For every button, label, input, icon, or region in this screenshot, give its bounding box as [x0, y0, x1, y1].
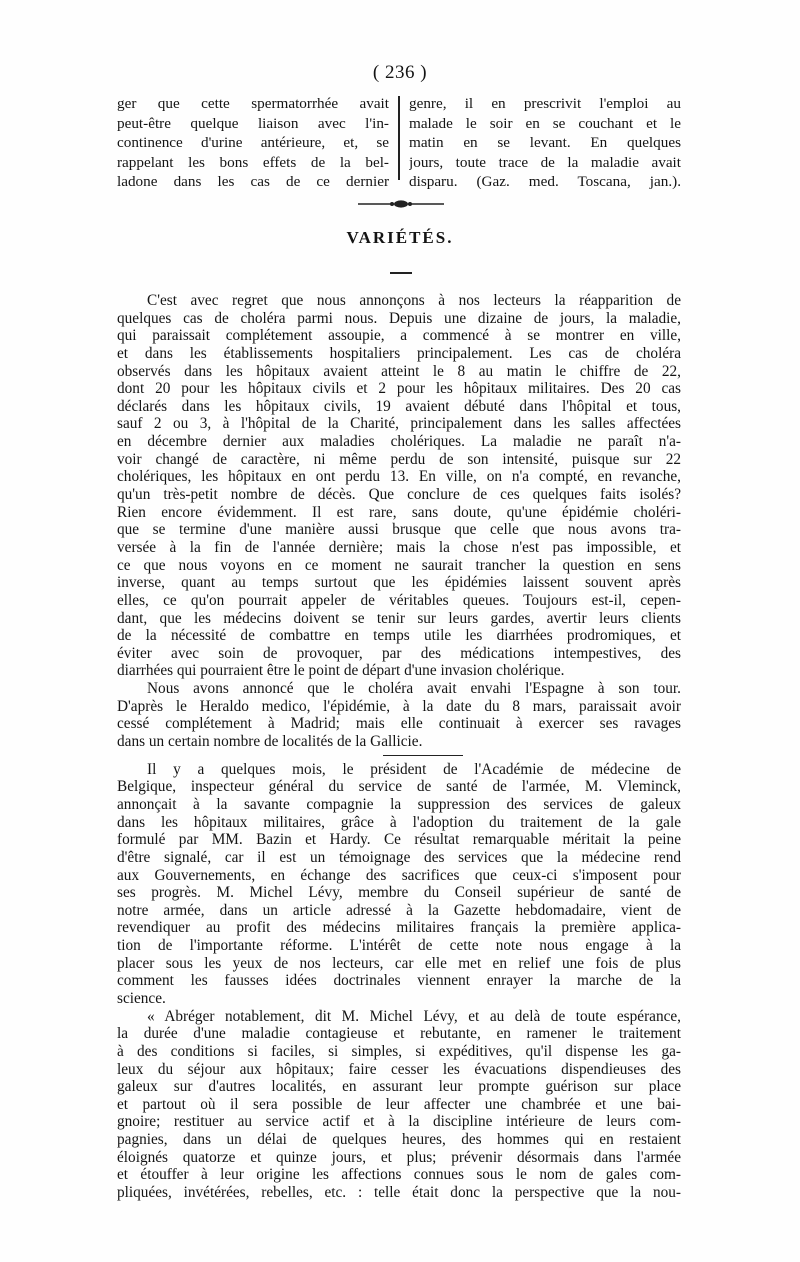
- text-line: malade le soir en se couchant et le: [409, 114, 681, 132]
- ornament-divider: [356, 198, 446, 210]
- column-divider: [398, 96, 400, 180]
- text-line: sauf 2 ou 3, à l'hôpital de la Charité, principalement dans les salles affectées: [117, 415, 681, 433]
- text-line: dans un certain nombre de localités de la Gallicie.: [117, 733, 423, 751]
- text-line: continence d'urine antérieure, et, se: [117, 134, 389, 152]
- text-line: déclarés dans les hôpitaux civils, 19 avaient débuté dans l'hôpital et tous,: [117, 397, 681, 415]
- text-line: Nous avons annoncé que le choléra avait envahi l'Espagne à son tour.: [147, 680, 681, 698]
- paragraph-cholera-paris: [117, 292, 681, 680]
- text-line: annonçait à la savante compagnie la suppression des services de galeux: [117, 795, 681, 813]
- text-line: à des conditions si faciles, si simples, si expéditives, qu'il dispense les ga-: [117, 1042, 681, 1060]
- article-body: [117, 292, 681, 1202]
- text-line: notre armée, dans un article adressé à la Gazette hebdomadaire, vient de: [117, 901, 681, 919]
- text-line: science.: [117, 989, 166, 1007]
- text-line: et partout où il sera possible de leur affecter une chambrée et une bai-: [117, 1095, 681, 1113]
- text-line: et dans les établissements hospitaliers principalement. Les cas de choléra: [117, 344, 681, 362]
- text-line: quelques cas de choléra parmi nous. Depuis une dizaine de jours, la maladie,: [117, 309, 681, 327]
- text-line: d'être signalé, car il est un témoignage des services que la médecine rend: [117, 848, 681, 866]
- text-line: voir changé de caractère, ni même perdu de son intensité, puisque sur 22: [117, 450, 681, 468]
- text-line: pliquées, invétérées, rebelles, etc. : telle était donc la perspective que la nou-: [117, 1184, 681, 1202]
- paragraph-quotation: [117, 1008, 681, 1202]
- text-line: de la nécessité de combattre en temps utile les diarrhées prodromiques, et: [117, 627, 681, 645]
- text-line: éviter avec soin de provoquer, par des médications intempestives, des: [117, 644, 681, 662]
- text-line: leux du séjour aux hôpitaux; faire cesser les évacuations dispendieuses des: [117, 1060, 681, 1078]
- paragraph-cholera-spain: [117, 680, 681, 751]
- text-line: rappelant les bons effets de la bel-: [117, 153, 389, 171]
- text-line: qui paraissait complétement assoupie, a commencé à se montrer en ville,: [117, 327, 681, 345]
- text-line: revendiquer au profit des médecins militaires français la première applica-: [117, 919, 681, 937]
- section-title: VARIÉTÉS.: [346, 228, 454, 247]
- text-line: genre, il en prescrivit l'emploi au: [409, 95, 681, 112]
- text-line: formulé par MM. Bazin et Hardy. Ce résultat remarquable méritait la peine: [117, 831, 681, 849]
- text-line: en décembre dernier aux maladies cholériques. La maladie ne paraît n'a-: [117, 433, 681, 451]
- right-column: [409, 94, 681, 192]
- text-line: versée à la fin de l'année dernière; mais la chose n'est pas impossible, et: [117, 538, 681, 556]
- text-line: elles, ce qu'on pourrait appeler de véritables queues. Toujours est-il, cepen-: [117, 591, 681, 609]
- text-line: matin en se levant. En quelques: [409, 134, 681, 152]
- text-line: qu'un très-petit nombre de décès. Que conclure de ces quelques faits isolés?: [117, 486, 681, 504]
- text-line: Belgique, inspecteur général du service de santé de l'armée, M. Vleminck,: [117, 778, 681, 796]
- text-line: cessé complétement à Madrid; mais elle continuait à exercer ses ravages: [117, 715, 681, 733]
- paragraph-gale-treatment: [117, 761, 681, 1008]
- text-line: « Abréger notablement, dit M. Michel Lévy, et au delà de toute espérance,: [147, 1007, 681, 1025]
- left-column: [117, 94, 389, 192]
- text-line: C'est avec regret que nous annonçons à nos lecteurs la réapparition de: [147, 292, 681, 309]
- text-line: aux Gouvernements, en échange des sacrifices que ceux-ci s'imposent pour: [117, 866, 681, 884]
- text-line: ladone dans les cas de ce dernier: [117, 173, 389, 191]
- section-separator: [117, 751, 681, 761]
- text-line: placer sous les yeux de nos lecteurs, car elle met en relief une fois de plus: [117, 954, 681, 972]
- text-line: D'après le Heraldo medico, l'épidémie, à la date du 8 mars, paraissait avoir: [117, 697, 681, 715]
- text-line: galeux sur d'autres localités, en assurant leur prompte guérison sur place: [117, 1078, 681, 1096]
- text-line: Il y a quelques mois, le président de l'Académie de médecine de: [147, 760, 681, 778]
- text-line: jours, toute trace de la maladie avait: [409, 153, 681, 171]
- text-line: que se termine d'une manière aussi brusque que celle que nous avons tra-: [117, 521, 681, 539]
- text-line: la durée d'une maladie contagieuse et rebutante, en ramener le traitement: [117, 1025, 681, 1043]
- text-line: tion de l'importante réforme. L'intérêt de cette note nous engage à la: [117, 937, 681, 955]
- text-line: dans les hôpitaux militaires, grâce à l'adoption du traitement de la gale: [117, 813, 681, 831]
- text-line: Rien encore évidemment. Il est rare, sans doute, qu'une épidémie choléri-: [117, 503, 681, 521]
- text-line: pagnies, dans un délai de quelques heures, des hommes qui en restaient: [117, 1131, 681, 1149]
- text-line: ger que cette spermatorrhée avait: [117, 95, 389, 112]
- text-line: et étouffer à leur origine les affections connues sous le nom de gales com-: [117, 1166, 681, 1184]
- text-line: inverse, quant au temps surtout que les épidémies laissent souvent après: [117, 574, 681, 592]
- text-line: ses progrès. M. Michel Lévy, membre du Conseil supérieur de santé de: [117, 884, 681, 902]
- text-line: éloignés quatorze et quinze jours, et plus; prévenir désormais dans l'armée: [117, 1148, 681, 1166]
- short-rule: [390, 272, 412, 274]
- text-line: cholériques, les hôpitaux en ont perdu 13. En ville, on n'a compté, en revanche,: [117, 468, 681, 486]
- text-line: disparu. (Gaz. med. Toscana, jan.).: [409, 173, 681, 191]
- text-line: comment les fausses idées doctrinales viennent enrayer la marche de la: [117, 972, 681, 990]
- two-column-continuation: [117, 94, 681, 191]
- text-line: dant, que les médecins doivent se tenir sur leurs gardes, avertir leurs clients: [117, 609, 681, 627]
- text-line: gnoire; restituer au service actif et à la discipline intérieure de leurs com-: [117, 1113, 681, 1131]
- text-line: peut-être quelque liaison avec l'in-: [117, 114, 389, 132]
- text-line: observés dans les hôpitaux avaient atteint le 8 au matin le chiffre de 22,: [117, 362, 681, 380]
- text-line: dont 20 pour les hôpitaux civils et 2 pour les hôpitaux militaires. Des 20 cas: [117, 380, 681, 398]
- text-line: diarrhées qui pourraient être le point de départ d'une invasion cholérique.: [117, 662, 565, 680]
- page-number: ( 236 ): [372, 62, 428, 83]
- text-line: ce que nous voyons en ce moment ne saurait trancher la question en sens: [117, 556, 681, 574]
